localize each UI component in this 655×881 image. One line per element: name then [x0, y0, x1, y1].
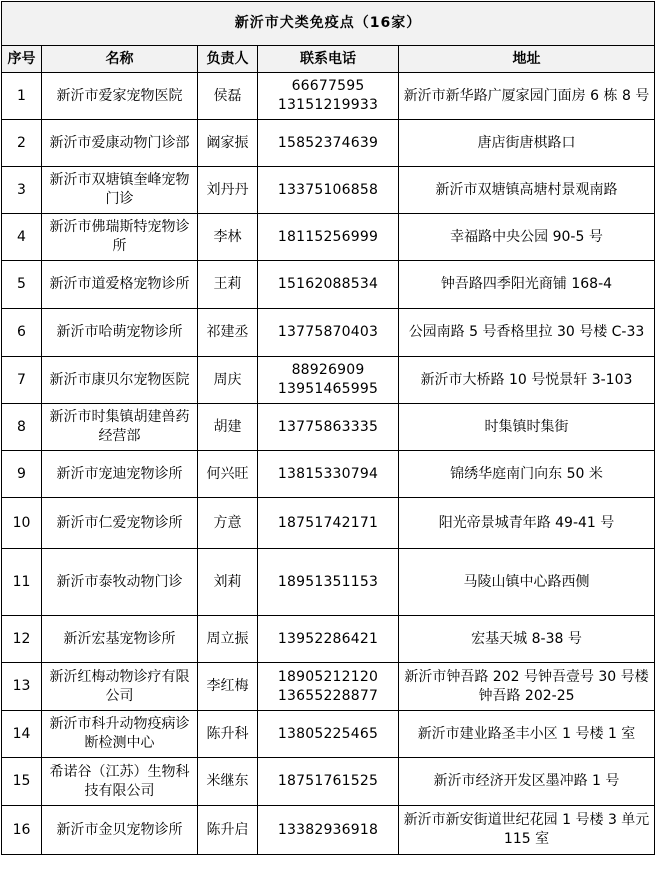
- table-row: [2, 806, 655, 855]
- table-row: [2, 214, 655, 261]
- row-name: 新沂市佛瑞斯特宠物诊所: [42, 214, 198, 261]
- row-phone-primary: 13375106858: [277, 181, 379, 198]
- row-address: 锦绣华庭南门向东 50 米: [399, 451, 655, 498]
- row-address: 钟吾路四季阳光商铺 168-4: [399, 261, 655, 309]
- row-person: 周庆: [198, 357, 258, 404]
- row-phone-primary: 13775870403: [277, 324, 379, 340]
- row-index: 4: [2, 214, 42, 261]
- header-address: 地址: [399, 46, 655, 73]
- row-person: 陈升启: [198, 806, 258, 855]
- row-phone-primary: 18115256999: [277, 228, 379, 245]
- row-phone: [258, 404, 399, 451]
- header-person: 负责人: [198, 46, 258, 73]
- row-index: 16: [2, 806, 42, 855]
- row-index: 15: [2, 758, 42, 806]
- row-index: 13: [2, 663, 42, 711]
- row-phone-primary: 66677595: [291, 78, 365, 94]
- row-address: 新沂市双塘镇高塘村景观南路: [399, 167, 655, 214]
- row-phone: [258, 549, 399, 616]
- row-index: 10: [2, 498, 42, 549]
- row-name: 新沂市爱康动物门诊部: [42, 120, 198, 167]
- row-phone: [258, 309, 399, 357]
- table-title: 新沂市犬类免疫点（16家）: [2, 2, 655, 46]
- row-name: 新沂市哈萌宠物诊所: [42, 309, 198, 357]
- row-index: 12: [2, 616, 42, 663]
- row-phone: [258, 214, 399, 261]
- row-phone-primary: 13815330794: [277, 465, 379, 482]
- row-phone-secondary: 13655228877: [277, 687, 379, 704]
- row-phone-primary: 18905212120: [277, 668, 379, 685]
- table-row: [2, 73, 655, 120]
- table-row: [2, 663, 655, 711]
- row-phone-secondary: 13151219933: [277, 97, 379, 113]
- row-phone-primary: 18751761525: [277, 773, 379, 789]
- row-name: 新沂市泰牧动物门诊: [42, 549, 198, 616]
- row-person: 祁建丞: [198, 309, 258, 357]
- row-address: 新沂市新安街道世纪花园 1 号楼 3 单元 115 室: [399, 806, 655, 855]
- row-phone-primary: 13775863335: [277, 418, 379, 435]
- row-name: 新沂市道爱格宠物诊所: [42, 261, 198, 309]
- row-index: 6: [2, 309, 42, 357]
- table-row: [2, 758, 655, 806]
- row-phone-primary: 18751742171: [277, 514, 379, 531]
- row-phone-primary: 18951351153: [277, 573, 379, 590]
- row-address: 新沂市大桥路 10 号悦景轩 3-103: [399, 357, 655, 404]
- row-name: 新沂市双塘镇奎峰宠物门诊: [42, 167, 198, 214]
- row-address: 公园南路 5 号香格里拉 30 号楼 C-33: [399, 309, 655, 357]
- table-row: [2, 616, 655, 663]
- row-name: 新沂市时集镇胡建兽药经营部: [42, 404, 198, 451]
- header-index: 序号: [2, 46, 42, 73]
- row-address: 宏基天城 8-38 号: [399, 616, 655, 663]
- row-name: 新沂宏基宠物诊所: [42, 616, 198, 663]
- table-row: [2, 404, 655, 451]
- row-person: 刘丹丹: [198, 167, 258, 214]
- row-phone-secondary: 13951465995: [277, 381, 379, 397]
- row-phone-primary: 15852374639: [277, 134, 379, 151]
- table-row: [2, 451, 655, 498]
- table-row: [2, 498, 655, 549]
- table-row: [2, 549, 655, 616]
- row-name: 新沂市金贝宠物诊所: [42, 806, 198, 855]
- row-address: 唐店街唐棋路口: [399, 120, 655, 167]
- row-name: 新沂市宠迪宠物诊所: [42, 451, 198, 498]
- row-person: 李红梅: [198, 663, 258, 711]
- row-phone: [258, 451, 399, 498]
- table-body: [2, 73, 655, 855]
- row-name: 新沂红梅动物诊疗有限公司: [42, 663, 198, 711]
- row-person: 周立振: [198, 616, 258, 663]
- row-person: 方意: [198, 498, 258, 549]
- row-phone: [258, 167, 399, 214]
- table-row: [2, 711, 655, 758]
- row-phone: [258, 261, 399, 309]
- row-phone-primary: 88926909: [291, 362, 365, 378]
- row-person: 侯磊: [198, 73, 258, 120]
- row-address: 新沂市新华路广厦家园门面房 6 栋 8 号: [399, 73, 655, 120]
- row-address: 幸福路中央公园 90-5 号: [399, 214, 655, 261]
- row-phone: [258, 120, 399, 167]
- row-index: 9: [2, 451, 42, 498]
- header-phone: 联系电话: [258, 46, 399, 73]
- row-person: 陈升科: [198, 711, 258, 758]
- row-person: 胡建: [198, 404, 258, 451]
- row-address: 时集镇时集街: [399, 404, 655, 451]
- row-address: 新沂市钟吾路 202 号钟吾壹号 30 号楼钟吾路 202-25: [399, 663, 655, 711]
- row-name: 新沂市爱家宠物医院: [42, 73, 198, 120]
- row-index: 7: [2, 357, 42, 404]
- row-index: 5: [2, 261, 42, 309]
- row-phone: [258, 806, 399, 855]
- row-phone-primary: 15162088534: [277, 276, 379, 292]
- row-address: 阳光帝景城青年路 49-41 号: [399, 498, 655, 549]
- row-phone: [258, 73, 399, 120]
- row-phone-primary: 13952286421: [277, 630, 379, 647]
- row-person: 米继东: [198, 758, 258, 806]
- row-phone: [258, 758, 399, 806]
- row-address: 马陵山镇中心路西侧: [399, 549, 655, 616]
- row-index: 1: [2, 73, 42, 120]
- clinic-table: [1, 1, 655, 855]
- table-row: [2, 261, 655, 309]
- row-phone: [258, 357, 399, 404]
- row-phone-primary: 13805225465: [277, 725, 379, 742]
- row-name: 新沂市康贝尔宠物医院: [42, 357, 198, 404]
- row-name: 新沂市仁爱宠物诊所: [42, 498, 198, 549]
- table-row: [2, 120, 655, 167]
- row-name: 新沂市科升动物疫病诊断检测中心: [42, 711, 198, 758]
- row-person: 刘莉: [198, 549, 258, 616]
- row-phone: [258, 616, 399, 663]
- row-person: 何兴旺: [198, 451, 258, 498]
- row-phone: [258, 663, 399, 711]
- row-index: 3: [2, 167, 42, 214]
- row-index: 2: [2, 120, 42, 167]
- row-index: 8: [2, 404, 42, 451]
- row-address: 新沂市建业路圣丰小区 1 号楼 1 室: [399, 711, 655, 758]
- row-phone: [258, 498, 399, 549]
- table-row: [2, 167, 655, 214]
- row-address: 新沂市经济开发区墨冲路 1 号: [399, 758, 655, 806]
- row-index: 14: [2, 711, 42, 758]
- row-person: 阚家振: [198, 120, 258, 167]
- row-name: 希诺谷（江苏）生物科技有限公司: [42, 758, 198, 806]
- header-name: 名称: [42, 46, 198, 73]
- row-phone: [258, 711, 399, 758]
- table-row: [2, 357, 655, 404]
- table-row: [2, 309, 655, 357]
- row-index: 11: [2, 549, 42, 616]
- row-person: 王莉: [198, 261, 258, 309]
- row-person: 李林: [198, 214, 258, 261]
- row-phone-primary: 13382936918: [277, 821, 379, 838]
